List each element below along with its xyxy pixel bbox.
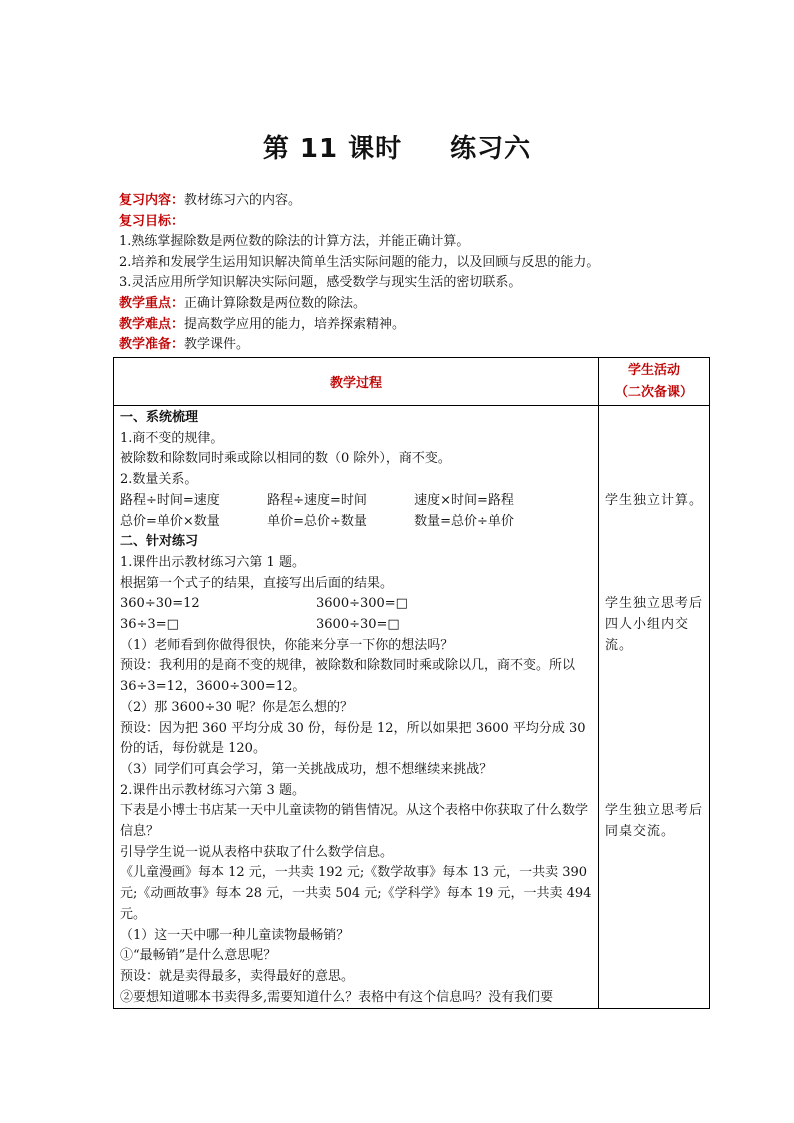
- relation-item: 总价=单价×数量: [120, 513, 220, 529]
- review-content: 教材练习六的内容。: [184, 193, 302, 208]
- relation-row: [120, 512, 593, 533]
- key-point-row: [119, 294, 719, 315]
- section-heading: 一、系统梳理: [120, 410, 199, 425]
- equation-row: [120, 594, 593, 615]
- goal-item: 2.培养和发展学生运用知识解决简单生活实际问题的能力，以及回顾与反思的能力。: [119, 254, 600, 270]
- student-activity-note: 学生独立思考后四人小组内交流。: [605, 596, 704, 653]
- header-student-activity-line1: 学生活动: [627, 362, 680, 378]
- paragraph: 1.商不变的规律。: [120, 430, 224, 446]
- teaching-process-table: [113, 357, 710, 1009]
- equation: 36÷3=□: [120, 617, 179, 633]
- relation-item: 数量=总价÷单价: [414, 513, 514, 529]
- paragraph: （3）同学们可真会学习，第一关挑战成功，想不想继续来挑战？: [120, 761, 493, 777]
- table-header-row: [114, 358, 710, 406]
- relation-item: 单价=总价÷数量: [267, 513, 367, 529]
- equation: 360÷30=12: [120, 596, 200, 612]
- difficulty: 提高数学应用的能力，培养探索精神。: [184, 316, 406, 332]
- review-goal-row: [119, 212, 719, 233]
- paragraph: 预设：就是卖得最多，卖得最好的意思。: [120, 968, 355, 984]
- difficulty-label: 教学难点：: [119, 316, 185, 332]
- relation-item: 路程÷速度=时间: [267, 492, 367, 508]
- student-activity-note: 学生独立计算。: [605, 493, 704, 508]
- preparation-label: 教学准备：: [119, 337, 185, 353]
- review-goal-label: 复习目标：: [119, 213, 185, 229]
- lesson-number: 第 11 课时: [262, 134, 403, 164]
- paragraph: （2）那 3600÷30 呢？你是怎么想的？: [120, 699, 354, 715]
- paragraph: 预设：我利用的是商不变的规律，被除数和除数同时乘或除以几，商不变。所以 36÷3=12，3600÷300=12。: [120, 658, 576, 695]
- paragraph: 被除数和除数同时乘或除以相同的数（0 除外），商不变。: [120, 451, 451, 467]
- table-body-row: [114, 406, 710, 1009]
- goal-item: 1.熟练掌握除数是两位数的除法的计算方法，并能正确计算。: [119, 234, 470, 250]
- student-activity-cell: [599, 406, 710, 1009]
- key-point: 正确计算除数是两位数的除法。: [184, 295, 367, 311]
- paragraph: ①“最畅销”是什么意思呢？: [120, 948, 277, 964]
- equation: 3600÷30=□: [316, 617, 400, 633]
- review-content-row: [119, 191, 719, 212]
- header-student-activity: [599, 358, 710, 406]
- paragraph: ②要想知道哪本书卖得多,需要知道什么？表格中有这个信息吗？没有我们要: [120, 989, 554, 1005]
- paragraph: 预设：因为把 360 平均分成 30 份，每份是 12，所以如果把 3600 平均分成 30 份的话，每份就是 120。: [120, 720, 586, 757]
- relation-row: [120, 491, 593, 512]
- paragraph: （1）这一天中哪一种儿童读物最畅销？: [120, 927, 350, 943]
- relation-item: 速度×时间=路程: [414, 492, 514, 508]
- difficulty-row: [119, 315, 719, 336]
- page-title: [0, 128, 794, 165]
- goal-item: 3.灵活应用所学知识解决实际问题，感受数学与现实生活的密切联系。: [119, 275, 522, 291]
- paragraph: 根据第一个式子的结果，直接写出后面的结果。: [120, 575, 394, 591]
- equation-row: [120, 615, 593, 636]
- paragraph: 《儿童漫画》每本 12 元，一共卖 192 元;《数学故事》每本 13 元，一共卖 390 元;《动画故事》每本 28 元，一共卖 504 元;《学科学》每本 19 元，一共卖 494 元。: [120, 865, 592, 922]
- key-point-label: 教学重点：: [119, 295, 185, 311]
- equation: 3600÷300=□: [316, 596, 408, 612]
- preparation-row: [119, 335, 719, 356]
- header-student-activity-line2: （二次备课）: [614, 384, 693, 400]
- paragraph: 引导学生说一说从表格中获取了什么数学信息。: [120, 844, 394, 860]
- section-heading: 二、针对练习: [120, 534, 199, 550]
- paragraph: 2.课件出示教材练习六第 3 题。: [120, 782, 305, 798]
- student-activity-note: 学生独立思考后同桌交流。: [605, 803, 704, 839]
- review-content-label: 复习内容：: [119, 193, 185, 208]
- lesson-topic: 练习六: [450, 134, 532, 164]
- preparation: 教学课件。: [184, 337, 250, 353]
- paragraph: 1.课件出示教材练习六第 1 题。: [120, 554, 305, 570]
- paragraph: 下表是小博士书店某一天中儿童读物的销售情况。从这个表格中你获取了什么数学信息？: [120, 803, 589, 840]
- lesson-meta: [119, 191, 719, 356]
- process-cell: [114, 406, 599, 1009]
- header-teaching-process: 教学过程: [114, 358, 599, 406]
- paragraph: （1）老师看到你做得很快，你能来分享一下你的想法吗？: [120, 637, 454, 653]
- paragraph: 2.数量关系。: [120, 472, 198, 488]
- relation-item: 路程÷时间=速度: [120, 492, 220, 508]
